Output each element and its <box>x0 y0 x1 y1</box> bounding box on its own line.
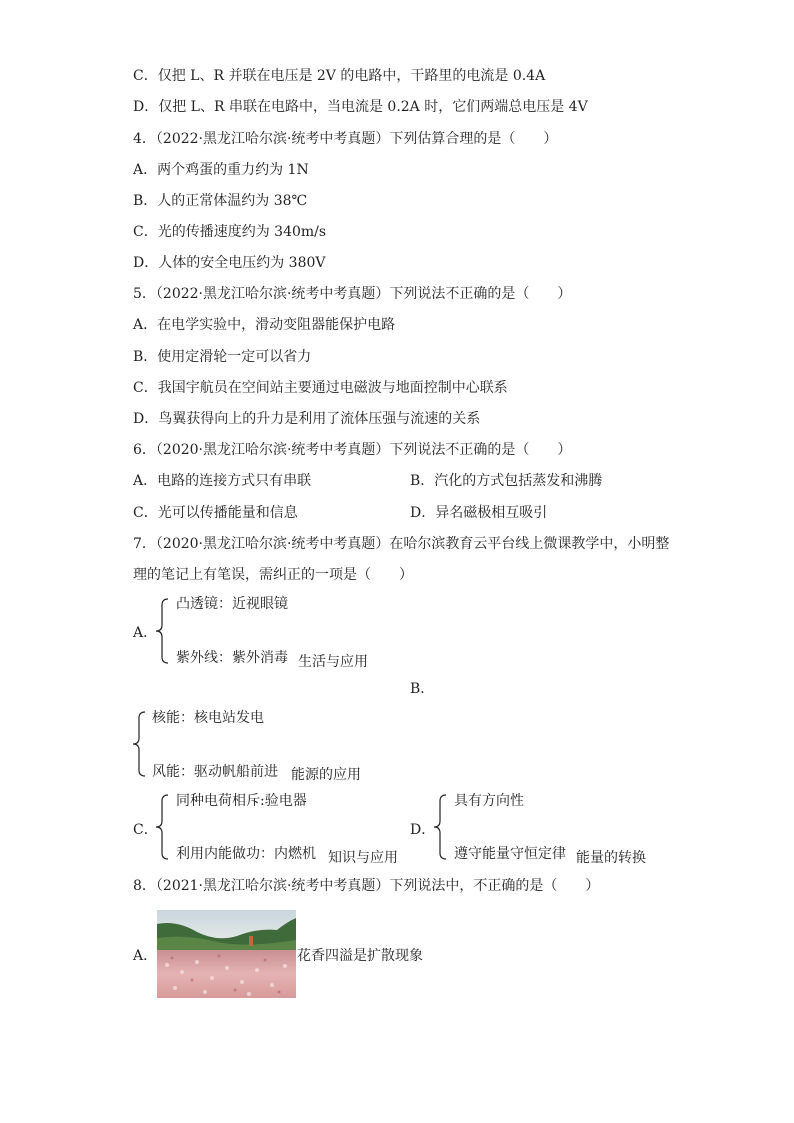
q7-option-b-tag: 能源的应用 <box>291 767 361 783</box>
q7-option-d-bottom: 遵守能量守恒定律 <box>454 846 566 862</box>
q8-option-a-label: A． <box>133 948 158 964</box>
q7-option-a-label: A． <box>133 625 158 641</box>
q7-option-d-label: D． <box>410 822 436 838</box>
q8-stem: 8．（2021·黑龙江哈尔滨·统考中考真题）下列说法中，不正确的是（ ） <box>133 878 600 894</box>
line-d-series: D．仅把 L、R 串联在电路中，当电流是 0.2A 时，它们两端总电压是 4V <box>133 99 588 115</box>
line-c-parallel: C．仅把 L、R 并联在电压是 2V 的电路中，干路里的电流是 0.4A <box>133 68 546 84</box>
q7-option-a-bottom: 紫外线：紫外消毒 <box>176 650 288 666</box>
q7-option-c-tag: 知识与应用 <box>328 850 398 866</box>
q4-stem: 4．（2022·黑龙江哈尔滨·统考中考真题）下列估算合理的是（ ） <box>133 131 558 147</box>
q6-option-b: B．汽化的方式包括蒸发和沸腾 <box>410 473 603 489</box>
q7-option-c-top: 同种电荷相斥:验电器 <box>176 793 307 809</box>
q5-option-a: A．在电学实验中，滑动变阻器能保护电路 <box>133 317 396 333</box>
q6-stem: 6．（2020·黑龙江哈尔滨·统考中考真题）下列说法不正确的是（ ） <box>133 442 572 458</box>
q5-option-b: B．使用定滑轮一定可以省力 <box>133 349 312 365</box>
q7-option-b-label: B． <box>410 681 435 697</box>
q4-option-b: B．人的正常体温约为 38℃ <box>133 193 308 209</box>
left-brace-icon <box>131 710 147 778</box>
q8-option-a-text: 花香四溢是扩散现象 <box>297 948 423 964</box>
q6-option-a: A．电路的连接方式只有串联 <box>133 473 312 489</box>
q7-option-c-bottom: 利用内能做功：内燃机 <box>176 846 316 862</box>
q6-option-c: C．光可以传播能量和信息 <box>133 505 298 521</box>
q7-stem-line1: 7．（2020·黑龙江哈尔滨·统考中考真题）在哈尔滨教育云平台线上微课教学中，小明整 <box>133 536 670 552</box>
q7-option-a-top: 凸透镜：近视眼镜 <box>176 596 288 612</box>
q4-option-d: D．人体的安全电压约为 380V <box>133 255 326 271</box>
q7-option-b-top: 核能：核电站发电 <box>152 710 264 726</box>
left-brace-icon <box>154 793 170 861</box>
q5-option-d: D．鸟翼获得向上的升力是利用了流体压强与流速的关系 <box>133 411 481 427</box>
left-brace-icon <box>432 793 448 861</box>
q4-option-c: C．光的传播速度约为 340m/s <box>133 224 327 240</box>
flower-field-photo <box>157 910 296 998</box>
q7-option-d-top: 具有方向性 <box>454 793 524 809</box>
q5-option-c: C．我国宇航员在空间站主要通过电磁波与地面控制中心联系 <box>133 380 508 396</box>
q7-option-d-tag: 能量的转换 <box>576 850 646 866</box>
q7-option-b-bottom: 风能：驱动帆船前进 <box>152 764 278 780</box>
q7-option-a-tag: 生活与应用 <box>298 654 368 670</box>
q7-option-c-label: C． <box>133 822 158 838</box>
q7-stem-line2: 理的笔记上有笔误，需纠正的一项是（ ） <box>133 567 413 583</box>
q4-option-a: A．两个鸡蛋的重力约为 1N <box>133 162 309 178</box>
q6-option-d: D．异名磁极相互吸引 <box>410 505 548 521</box>
q5-stem: 5．（2022·黑龙江哈尔滨·统考中考真题）下列说法不正确的是（ ） <box>133 286 572 302</box>
left-brace-icon <box>154 597 170 665</box>
